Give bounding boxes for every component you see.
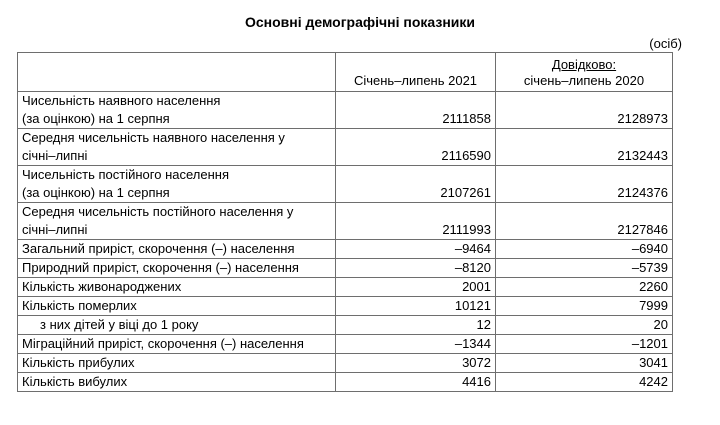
row-label-line: з них дітей у віці до 1 року (40, 317, 199, 332)
row-label-line: січні–липні (22, 148, 88, 163)
value-2020: 2127846 (496, 203, 673, 240)
row-label-line: Міграційний приріст, скорочення (–) населення (22, 336, 304, 351)
value-2020: 2124376 (496, 166, 673, 203)
row-label-line: Середня чисельність наявного населення у (22, 130, 285, 145)
row-label (18, 240, 336, 259)
value-2021: –1344 (336, 335, 496, 354)
table-row (18, 373, 673, 392)
value-2021: 2107261 (336, 166, 496, 203)
table-row (18, 316, 673, 335)
row-label (18, 203, 336, 240)
table-row (18, 297, 673, 316)
table-row (18, 335, 673, 354)
header-2021: Січень–липень 2021 (336, 53, 496, 92)
row-label-line: Кількість живонароджених (22, 279, 182, 294)
value-2020: 20 (496, 316, 673, 335)
row-label-line: Загальний приріст, скорочення (–) населення (22, 241, 295, 256)
value-2021: 3072 (336, 354, 496, 373)
row-label (18, 316, 336, 335)
value-2021: 10121 (336, 297, 496, 316)
value-2020: 7999 (496, 297, 673, 316)
row-label-line: Середня чисельність постійного населення у (22, 204, 294, 219)
value-2021: –9464 (336, 240, 496, 259)
table-row (18, 92, 673, 129)
row-label-line: Чисельність наявного населення (22, 93, 221, 108)
table-body (18, 92, 673, 392)
value-2020: 3041 (496, 354, 673, 373)
header-2020-period: січень–липень 2020 (523, 73, 645, 88)
row-label (18, 259, 336, 278)
table-row (18, 166, 673, 203)
table-row (18, 129, 673, 166)
value-2021: 4416 (336, 373, 496, 392)
row-label (18, 354, 336, 373)
value-2021: 2116590 (336, 129, 496, 166)
table-row (18, 240, 673, 259)
row-label-line: Кількість прибулих (22, 355, 135, 370)
table-row (18, 203, 673, 240)
page-title: Основні демографічні показники (244, 14, 475, 30)
row-label (18, 92, 336, 129)
row-label-line: Природний приріст, скорочення (–) населення (22, 260, 299, 275)
row-label (18, 166, 336, 203)
value-2020: 2128973 (496, 92, 673, 129)
row-label (18, 129, 336, 166)
row-label (18, 335, 336, 354)
value-2020: –6940 (496, 240, 673, 259)
value-2021: 12 (336, 316, 496, 335)
table-row (18, 354, 673, 373)
row-label (18, 278, 336, 297)
row-label-line: Кількість померлих (22, 298, 137, 313)
value-2020: –5739 (496, 259, 673, 278)
table-header-row (18, 53, 673, 92)
unit-label: (осіб) (649, 36, 682, 51)
row-label-line: Кількість вибулих (22, 374, 128, 389)
demographics-table (17, 52, 673, 392)
value-2021: 2001 (336, 278, 496, 297)
row-label-line: Чисельність постійного населення (22, 167, 229, 182)
row-label-line: (за оцінкою) на 1 серпня (22, 185, 170, 200)
header-indicator (18, 53, 336, 92)
value-2021: –8120 (336, 259, 496, 278)
value-2021: 2111993 (336, 203, 496, 240)
table-row (18, 278, 673, 297)
row-label (18, 373, 336, 392)
row-label (18, 297, 336, 316)
value-2020: 2260 (496, 278, 673, 297)
row-label-line: січні–липні (22, 222, 88, 237)
value-2020: –1201 (496, 335, 673, 354)
row-label-line: (за оцінкою) на 1 серпня (22, 111, 170, 126)
header-2020 (496, 53, 673, 92)
value-2020: 4242 (496, 373, 673, 392)
header-2020-note: Довідково: (551, 57, 617, 72)
value-2020: 2132443 (496, 129, 673, 166)
table-row (18, 259, 673, 278)
value-2021: 2111858 (336, 92, 496, 129)
